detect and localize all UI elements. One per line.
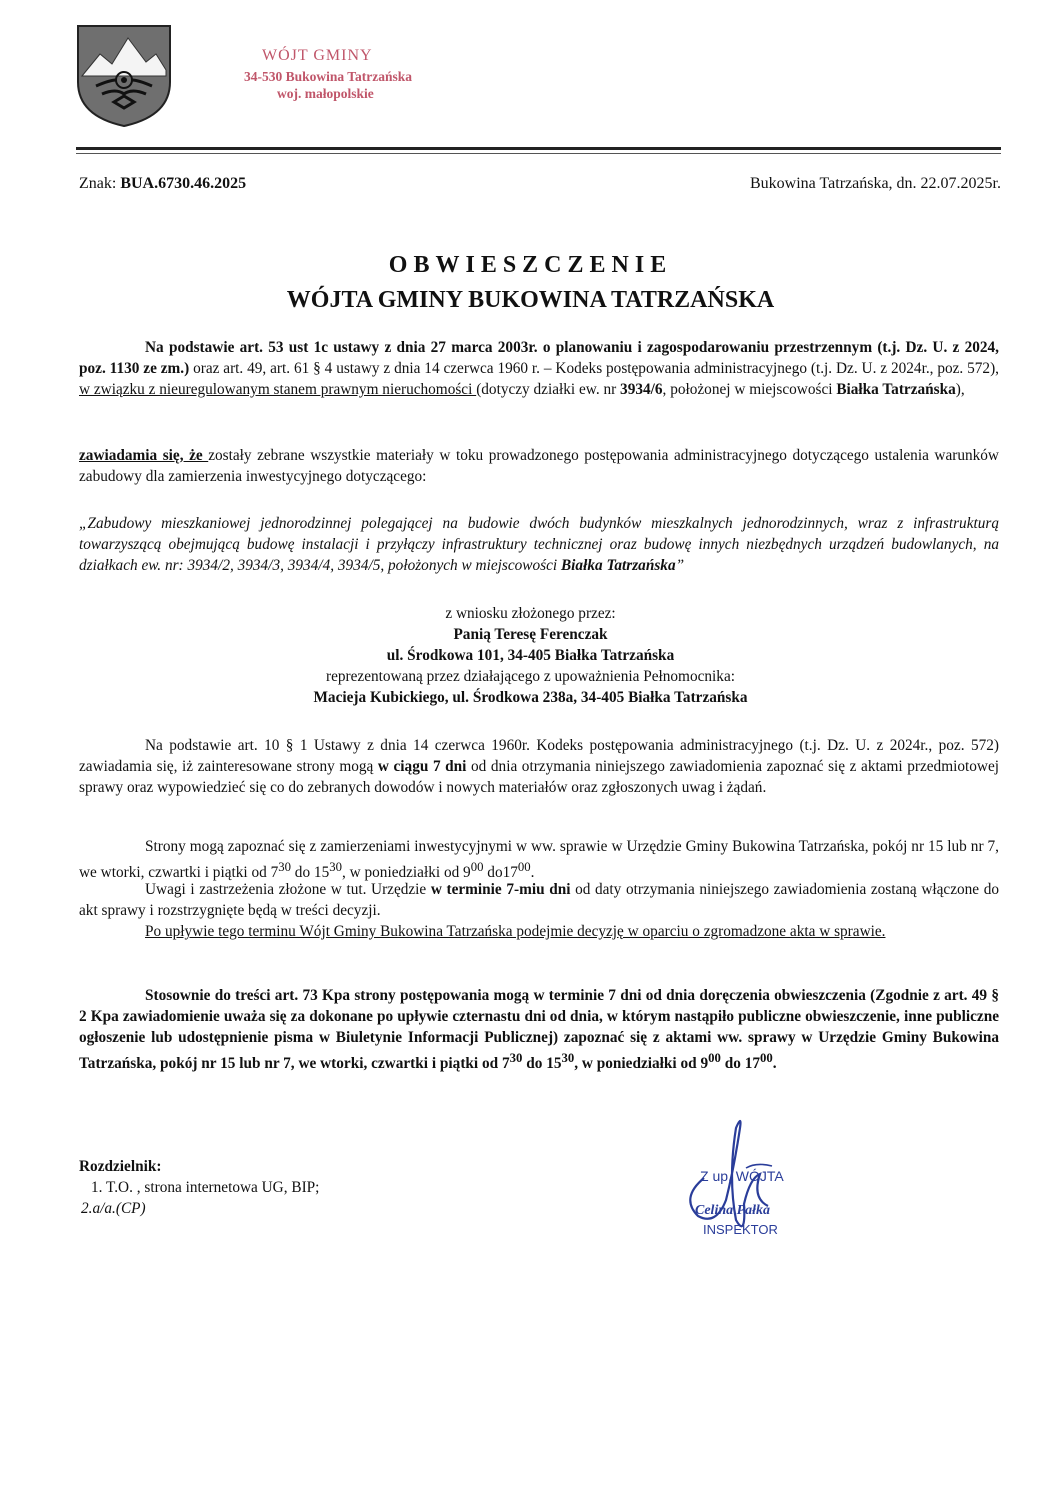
paragraph-art73 <box>79 985 999 1074</box>
para3-text-2: do 15 <box>290 864 330 882</box>
project-close-quote: ” <box>675 557 685 574</box>
intro-text-3: , położonej w miejscowości <box>662 381 837 398</box>
para5-text: Po upływie tego terminu Wójt Gminy Bukowina Tatrzańska podejmie decyzję w oparciu o zgromadzone akta w sprawie. <box>145 923 886 940</box>
applicant-intro: z wniosku złożonego przez: <box>445 605 616 622</box>
intro-underlined: w związku z nieuregulowanym stanem prawnym nieruchomości <box>79 381 477 398</box>
notice-paragraph <box>79 445 999 487</box>
paragraph-remarks <box>79 879 999 921</box>
place-and-date: Bukowina Tatrzańska, dn. 22.07.2025r. <box>750 175 1001 192</box>
coat-of-arms-icon <box>76 24 172 128</box>
para2-text-1: Na podstawie art. 10 § 1 Ustawy z dnia 14 czerwca 1960r. Kodeks postępowania administracyjnego (t.j. Dz. U. z 2024r., poz. 572) zawiadamia się, iż zainteresowane strony mogą <box>79 737 999 775</box>
project-village: Białka Tatrzańska <box>560 557 676 574</box>
project-text: „Zabudowy mieszkaniowej jednorodzinnej polegającej na budowie dwóch budynków mieszkalnych jednorodzinnych, wraz z infrastrukturą towarzyszącą obejmującą budowę instalacji i przyłączy infrastruktury technicznej oraz budowę innych niezbędnych urządzeń budowlanych, na działkach ew. nr: 3934/2, 3934/3, 3934/4, 3934/5, położonych w miejscowości <box>79 515 999 574</box>
para6-text-3: , w poniedziałki od 9 <box>574 1055 709 1073</box>
reference-value: BUA.6730.46.2025 <box>120 175 247 192</box>
signature-stamp-authority: Z up. WÓJTA <box>700 1168 784 1184</box>
intro-text-1: oraz art. 49, art. 61 § 4 ustawy z dnia 14 czerwca 1960 r. – Kodeks postępowania administracyjnego (t.j. Dz. U. z 2024r., poz. 572), <box>189 360 1000 377</box>
project-description <box>79 513 999 576</box>
para6-text-5: . <box>772 1055 777 1073</box>
paragraph-decision <box>79 921 999 942</box>
office-stamp-region: woj. małopolskie <box>277 86 374 101</box>
reference-number <box>79 175 246 193</box>
applicant-block <box>0 603 1061 708</box>
para4-text-1: Uwagi i zastrzeżenia złożone w tut. Urzędzie <box>145 881 431 898</box>
notice-text: zostały zebrane wszystkie materiały w toku prowadzonego postępowania administracyjnego dotyczącego ustalenia warunków zabudowy dla zamierzenia inwestycyjnego dotyczącego: <box>79 447 999 485</box>
distribution-list <box>79 1156 319 1219</box>
distribution-item-1: 1. T.O. , strona internetowa UG, BIP; <box>91 1179 320 1196</box>
para3-text-3: , w poniedziałki od 9 <box>341 864 471 882</box>
para4-text-2: od daty otrzymania niniejszego zawiadomienia zostaną włączone do akt sprawy i rozstrzygnięte będą w treści decyzji. <box>79 881 999 919</box>
proxy-intro: reprezentowaną przez działającego z upoważnienia Pełnomocnika: <box>326 668 735 685</box>
para6-text-2: do 15 <box>522 1055 562 1073</box>
header-divider <box>76 147 1001 150</box>
office-stamp-title: WÓJT GMINY <box>262 47 373 64</box>
para2-text-2: od dnia otrzymania niniejszego zawiadomienia zapoznać się z aktami przedmiotowej sprawy oraz wypowiedzieć się co do zebranych dowodów i nowych materiałów oraz zgłoszonych uwag i żądań. <box>79 758 999 796</box>
coat-of-arms-emblem <box>76 24 172 128</box>
para3-sup-4: 00 <box>517 860 531 874</box>
legal-basis: Na podstawie art. 53 ust 1c ustawy z dnia 27 marca 2003r. o planowaniu i zagospodarowaniu przestrzennym (t.j. Dz. U. z 2024, poz. 1130 ze zm.) <box>79 339 999 377</box>
intro-text-4: ), <box>955 381 965 398</box>
para3-sup-3: 00 <box>470 860 484 874</box>
para3-text-1: Strony mogą zapoznać się z zamierzeniami inwestycyjnymi w ww. sprawie w Urzędzie Gminy Bukowina Tatrzańska, pokój nr 15 lub nr 7, we wtorki, czwartki i piątki od 7 <box>79 838 999 882</box>
distribution-item-2: 2.a/a.(CP) <box>81 1200 146 1217</box>
para6-text-4: do 17 <box>720 1055 760 1073</box>
village-name: Białka Tatrzańska <box>836 381 956 398</box>
paragraph-consultation <box>79 735 999 798</box>
signature-stamp-title: INSPEKTOR <box>703 1222 778 1237</box>
notice-lead: zawiadamia się, że <box>79 447 209 464</box>
office-stamp-address: 34-530 Bukowina Tatrzańska <box>244 69 413 84</box>
document-title: OBWIESZCZENIE <box>388 252 673 278</box>
distribution-label: Rozdzielnik: <box>79 1158 162 1175</box>
intro-text-2: (dotyczy działki ew. nr <box>476 381 621 398</box>
para6-sup-4: 00 <box>760 1051 773 1065</box>
para6-text-1: Stosownie do treści art. 73 Kpa strony postępowania mogą w terminie 7 dni od dnia doręczenia obwieszczenia (Zgodnie z art. 49 § 2 Kpa zawiadomienie uważa się za dokonane po upływie czternastu dni od dnia, w którym nastąpiło publiczne obwieszczenie, inne publiczne ogłoszenie lub udostępnienie pisma w Biuletynie Informacji Publicznej) zapoznać się z aktami ww. sprawy w Urzędzie Gminy Bukowina Tatrzańska, pokój nr 15 lub nr 7, we wtorki, czwartki i piątki od 7 <box>79 987 999 1073</box>
para3-sup-2: 30 <box>329 860 342 874</box>
para3-text-4: do17 <box>483 864 518 882</box>
intro-paragraph <box>79 337 999 400</box>
para4-deadline: w terminie 7-miu dni <box>430 881 571 898</box>
para6-sup-3: 00 <box>708 1051 721 1065</box>
proxy-name-address: Macieja Kubickiego, ul. Środkowa 238a, 34-405 Białka Tatrzańska <box>313 689 748 706</box>
document-subtitle: WÓJTA GMINY BUKOWINA TATRZAŃSKA <box>286 287 775 313</box>
applicant-address: ul. Środkowa 101, 34-405 Białka Tatrzańska <box>386 647 675 664</box>
para3-text-5: . <box>530 864 535 882</box>
parcel-number: 3934/6 <box>620 381 663 398</box>
para2-deadline: w ciągu 7 dni <box>377 758 467 775</box>
header-divider-thin <box>76 153 1001 154</box>
applicant-name: Panią Teresę Ferenczak <box>453 626 608 643</box>
reference-label: Znak: <box>79 175 121 192</box>
signature-stamp-name: Celina Pałka <box>695 1203 771 1218</box>
para6-sup-2: 30 <box>561 1051 575 1065</box>
para3-sup-1: 30 <box>278 860 291 874</box>
paragraph-office-hours <box>79 836 999 883</box>
para6-sup-1: 30 <box>509 1051 523 1065</box>
